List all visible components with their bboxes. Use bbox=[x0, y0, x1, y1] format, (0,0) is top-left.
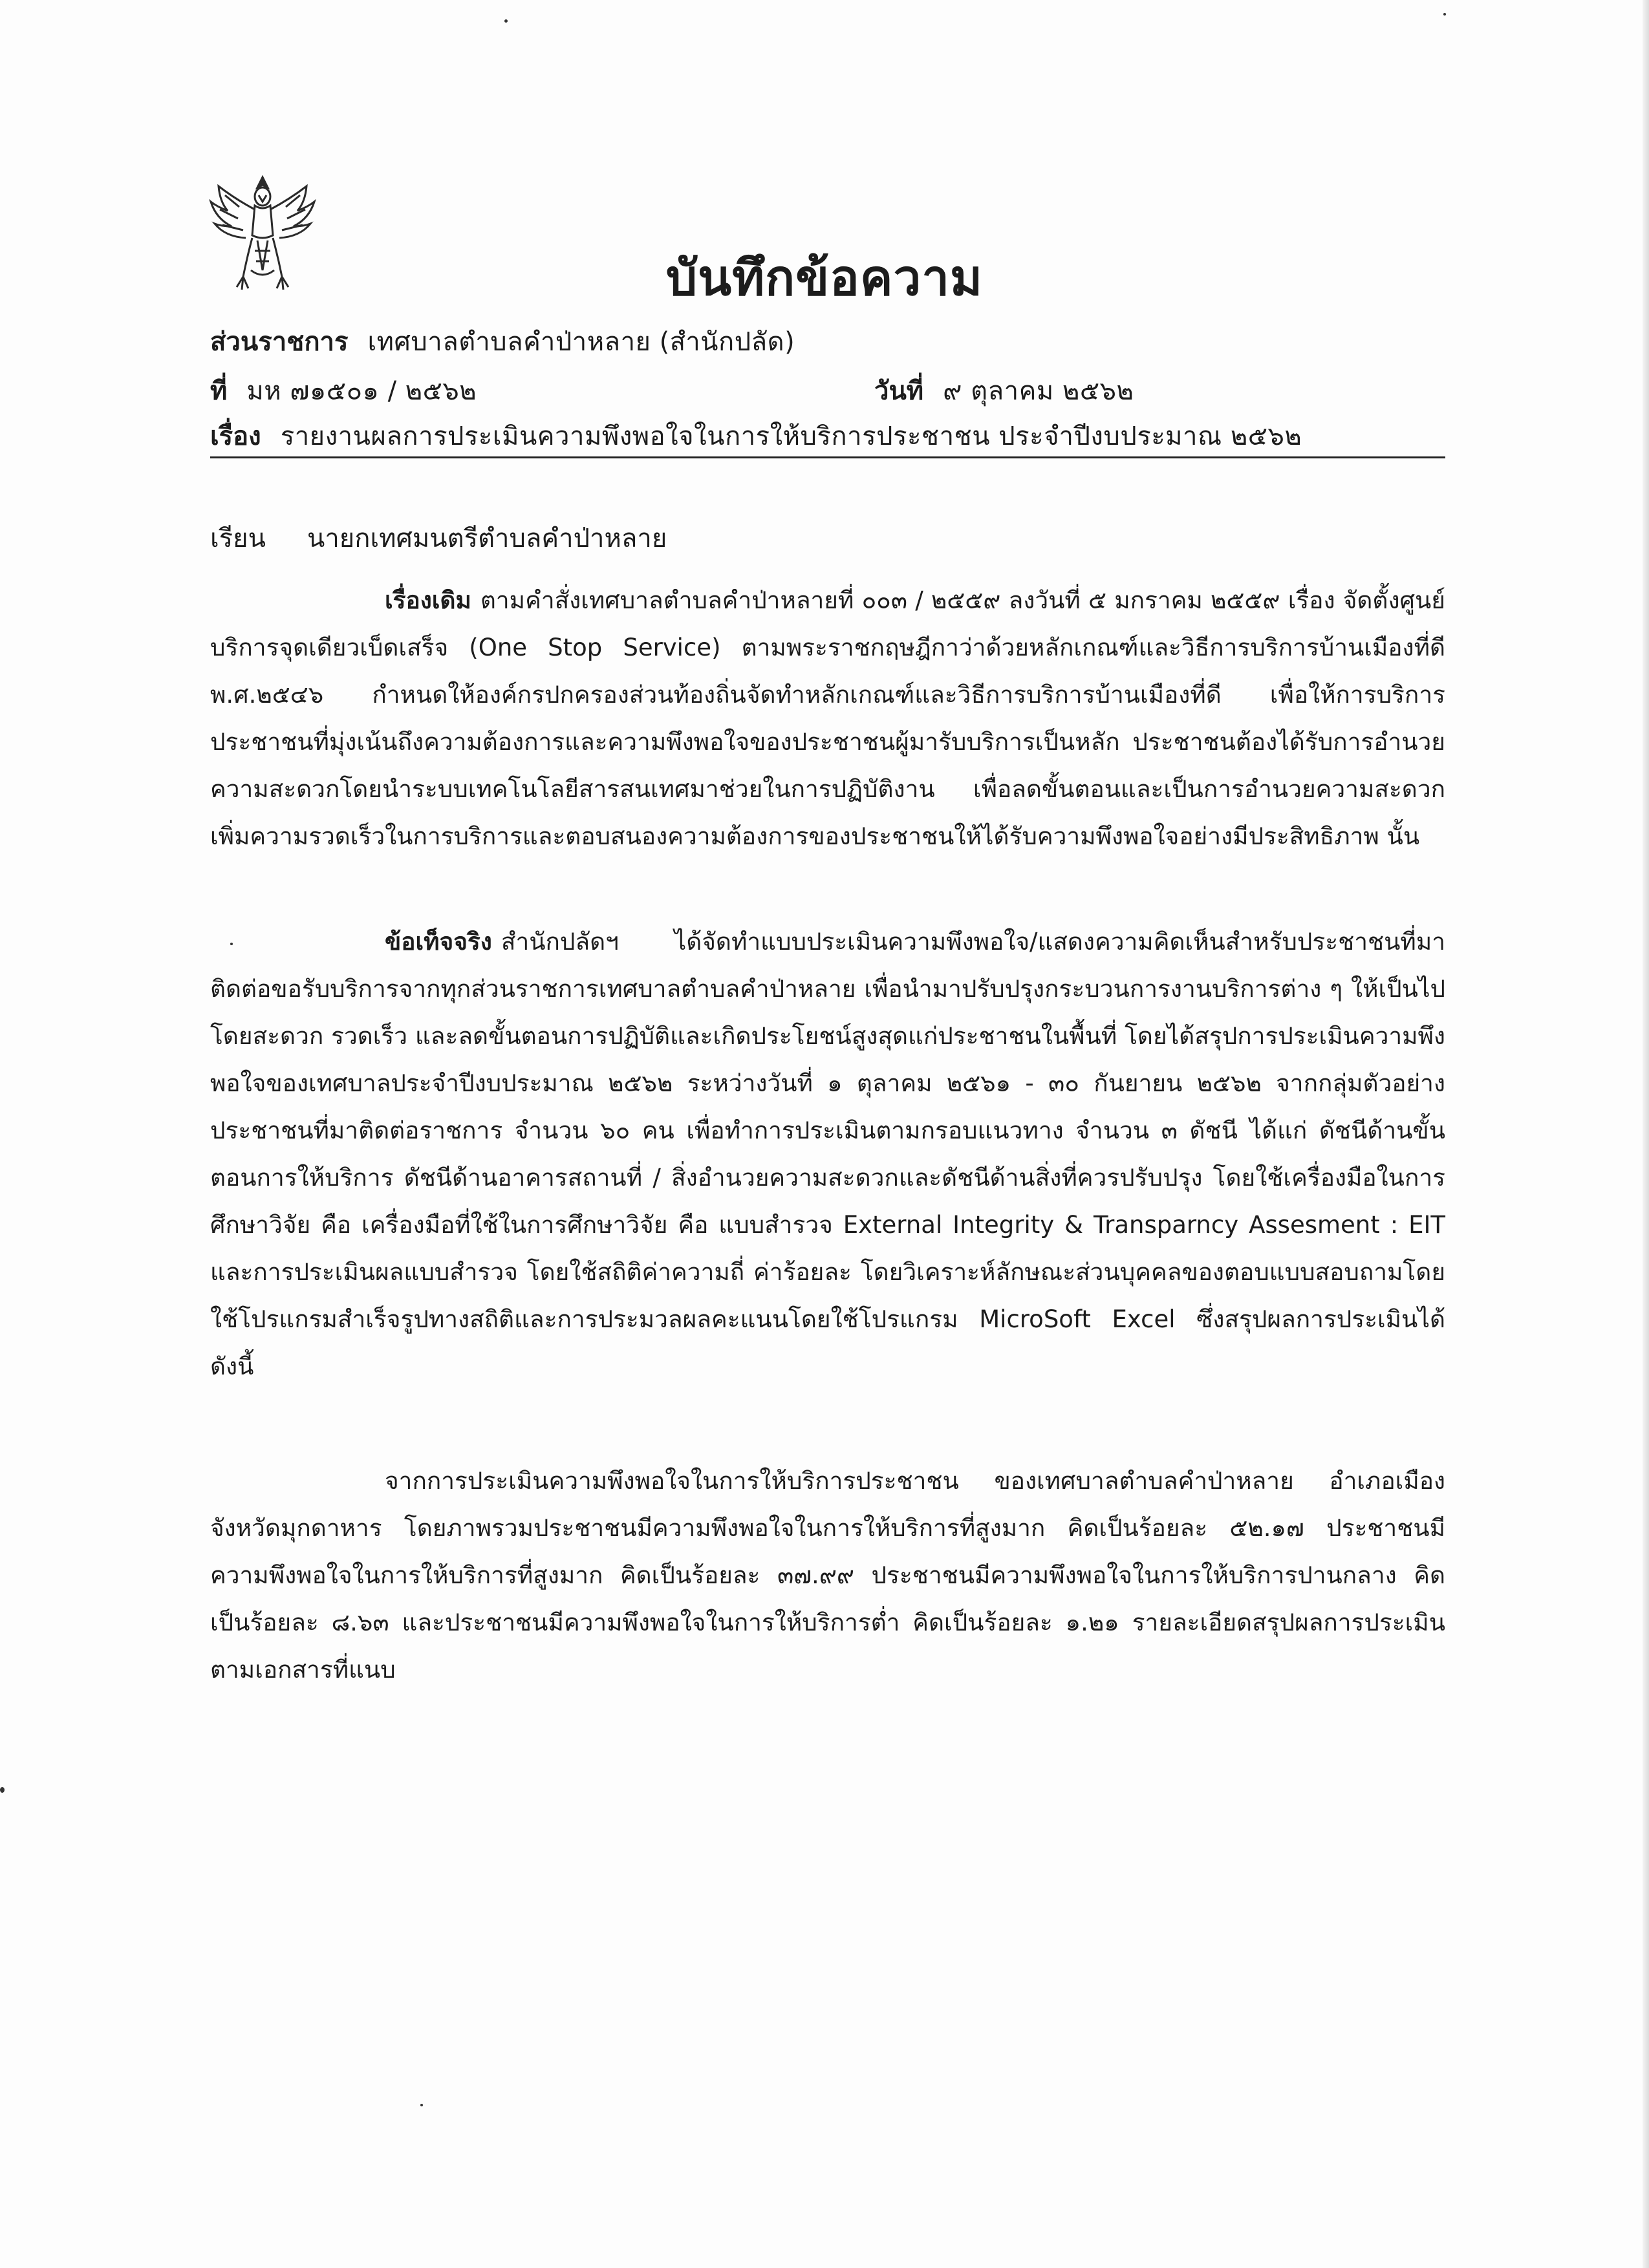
date-value: ๙ ตุลาคม ๒๕๖๒ bbox=[943, 376, 1134, 406]
facts-text: สำนักปลัดฯ ได้จัดทำแบบประเมินความพึงพอใจ/แสดงความคิดเห็นสำหรับประชาชนที่มาติดต่อขอรับบริการจากทุกส่วนราชการเทศบาลตำบลคำป่าหลาย เพื่อนำมาปรับปรุงกระบวนการงานบริการต่าง ๆ ให้เป็นไปโดยสะดวก รวดเร็ว และลดขั้นตอนการปฏิบัติและเกิดประโยชน์สูงสุดแก่ประชาชนในพื้นที่ โดยได้สรุปการประเมินความพึงพอใจของเทศบาลประจำปีงบประมาณ ๒๕๖๒ ระหว่างวันที่ ๑ ตุลาคม ๒๕๖๑ - ๓๐ กันยายน ๒๕๖๒ จากกลุ่มตัวอย่างประชาชนที่มาติดต่อราชการ จำนวน ๖๐ คน เพื่อทำการประเมินตามกรอบแนวทาง จำนวน ๓ ดัชนี ได้แก่ ดัชนีด้านขั้นตอนการให้บริการ ดัชนีด้านอาคารสถานที่ / สิ่งอำนวยความสะดวกและดัชนีด้านสิ่งที่ควรปรับปรุง โดยใช้เครื่องมือในการศึกษาวิจัย คือ เครื่องมือที่ใช้ในการศึกษาวิจัย คือ แบบสำรวจ External Integrity & Transparncy Assesment : EIT และการประเมินผลแบบสำรวจ โดยใช้สถิติค่าความถี่ ค่าร้อยละ โดยวิเคราะห์ลักษณะส่วนบุคคลของตอบแบบสอบถามโดยใช้โปรแกรมสำเร็จรูปทางสถิติและการประมวลผลคะแนนโดยใช้โปรแกรม MicroSoft Excel ซึ่งสรุปผลการประเมินได้ดังนี้ bbox=[210, 928, 1446, 1380]
results-text: จากการประเมินความพึงพอใจในการให้บริการประชาชน ของเทศบาลตำบลคำป่าหลาย อำเภอเมือง จังหวัดมุกดาหาร โดยภาพรวมประชาชนมีความพึงพอใจในการให้บริการที่สูงมาก คิดเป็นร้อยละ ๕๒.๑๗ ประชาชนมีความพึงพอใจในการให้บริการที่สูงมาก คิดเป็นร้อยละ ๓๗.๙๙ ประชาชนมีความพึงพอใจในการให้บริการปานกลาง คิดเป็นร้อยละ ๘.๖๓ และประชาชนมีความพึงพอใจในการให้บริการต่ำ คิดเป็นร้อยละ ๑.๒๑ รายละเอียดสรุปผลการประเมินตามเอกสารที่แนบ bbox=[210, 1467, 1445, 1684]
header-rule bbox=[210, 456, 1445, 458]
background-text: ตามคำสั่งเทศบาลตำบลคำป่าหลายที่ ๐๐๓ / ๒๕๕๙ ลงวันที่ ๕ มกราคม ๒๕๕๙ เรื่อง จัดตั้งศูนย์บริการจุดเดียวเบ็ดเสร็จ (One Stop Service) ตามพระราชกฤษฎีกาว่าด้วยหลักเกณฑ์และวิธีการบริการบ้านเมืองที่ดี พ.ศ.๒๕๔๖ กำหนดให้องค์กรปกครองส่วนท้องถิ่นจัดทำหลักเกณฑ์และวิธีการบริการบ้านเมืองที่ดี เพื่อให้การบริการประชาชนที่มุ่งเน้นถึงความต้องการและความพึงพอใจของประชาชนผู้มารับบริการเป็นหลัก ประชาชนต้องได้รับการอำนวยความสะดวกโดยนำระบบเทคโนโลยีสารสนเทศมาช่วยในการปฏิบัติงาน เพื่อลดขั้นตอนและเป็นการอำนวยความสะดวก เพิ่มความรวดเร็วในการบริการและตอบสนองความต้องการของประชาชนให้ได้รับความพึงพอใจอย่างมีประสิทธิภาพ นั้น bbox=[210, 586, 1445, 850]
salutation bbox=[210, 517, 667, 559]
paragraph-facts bbox=[210, 918, 1445, 1390]
salutation-value: นายกเทศมนตรีตำบลคำป่าหลาย bbox=[307, 524, 667, 553]
memo-title: บันทึกข้อความ bbox=[665, 249, 984, 306]
salutation-label: เรียน bbox=[210, 524, 266, 553]
scan-speck bbox=[230, 943, 233, 945]
date-line bbox=[874, 370, 1134, 411]
ref-value: มห ๗๑๕๐๑ / ๒๕๖๒ bbox=[246, 376, 477, 406]
ref-line bbox=[210, 370, 477, 411]
subject-line bbox=[210, 415, 1302, 456]
date-label: วันที่ bbox=[874, 376, 924, 406]
agency-value: เทศบาลตำบลคำป่าหลาย (สำนักปลัด) bbox=[367, 327, 795, 357]
scan-edge bbox=[1643, 0, 1649, 2268]
scan-speck bbox=[504, 19, 508, 23]
ref-label: ที่ bbox=[210, 376, 228, 406]
agency-label: ส่วนราชการ bbox=[210, 327, 349, 357]
subject-value: รายงานผลการประเมินความพึงพอใจในการให้บริการประชาชน ประจำปีงบประมาณ ๒๕๖๒ bbox=[280, 422, 1302, 451]
scan-speck bbox=[0, 1787, 5, 1793]
paragraph-background bbox=[210, 577, 1445, 860]
subject-label: เรื่อง bbox=[210, 422, 261, 451]
facts-heading: ข้อเท็จจริง bbox=[385, 928, 492, 956]
paragraph-results bbox=[210, 1457, 1445, 1693]
agency-line bbox=[210, 321, 795, 362]
scan-speck bbox=[420, 2104, 423, 2106]
scan-speck bbox=[1443, 13, 1446, 16]
background-heading: เรื่องเดิม bbox=[385, 586, 471, 614]
